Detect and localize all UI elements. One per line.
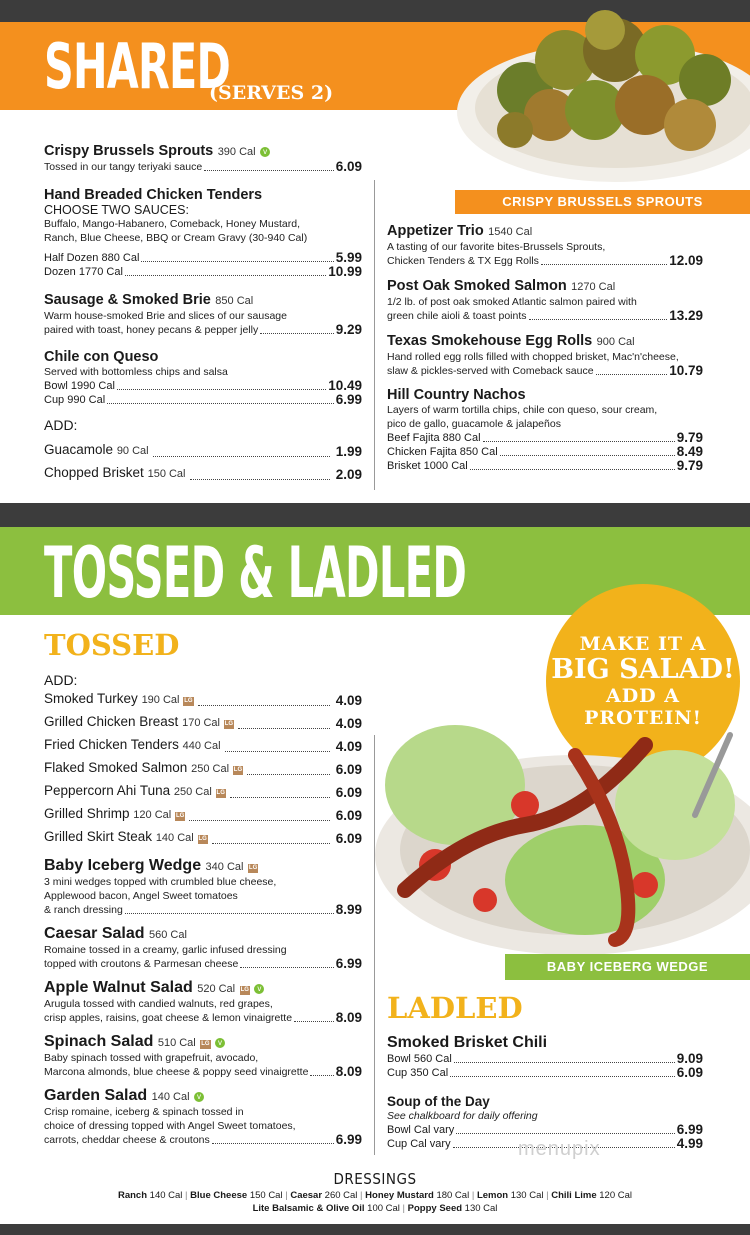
dressing-name: Poppy Seed <box>407 1203 463 1214</box>
protein-label: Flaked Smoked Salmon 250 Cal LG <box>44 760 243 775</box>
menu-item-chicken-tenders: Hand Breaded Chicken Tenders CHOOSE TWO SAUCES: Buffalo, Mango-Habanero, Comeback, Honey Mustard, Ranch, Blue Cheese, BBQ or Cream Gravy (30-940 Cal) Half Dozen 880 Cal 5.99 Dozen 1770 Cal 10.99 <box>44 187 362 279</box>
calorie-label: 120 Cal <box>133 809 172 821</box>
shared-divider <box>374 180 375 490</box>
leader-dots <box>225 751 330 752</box>
brussels-photo-label: CRISPY BRUSSELS SPROUTS <box>455 190 750 214</box>
leader-dots <box>310 1075 333 1076</box>
protein-label: Grilled Shrimp 120 Cal LG <box>44 806 185 821</box>
soup-bowl: Bowl Cal vary 6.99 <box>387 1122 703 1137</box>
price-row <box>44 1065 362 1079</box>
price: 4.09 <box>335 739 362 754</box>
separator: | <box>357 1190 366 1201</box>
price: 6.99 <box>335 1132 362 1147</box>
calorie-label: 140 Cal <box>155 832 194 844</box>
lg-badge-icon: LG <box>248 865 258 871</box>
salad-name: Garden Salad <box>44 1087 148 1104</box>
dressing-name: Chili Lime <box>551 1190 597 1201</box>
menu-item-nachos: Hill Country Nachos Layers of warm tortilla chips, chile con queso, sour cream, pico de gallo, guacamole & jalapeños Beef Fajita 880 Cal 9.79 Chicken Fajita 850 Cal 8.49 Brisket 1000 Cal 9.79 <box>387 387 703 473</box>
lg-badge-icon: LG <box>216 790 225 796</box>
salad-name: Caesar Salad <box>44 925 145 942</box>
add-guacamole: Guacamole 90 Cal 1.99 <box>44 442 362 459</box>
tossed-column <box>44 672 362 1147</box>
leader-dots <box>230 797 330 798</box>
salad-name: Spinach Salad <box>44 1033 154 1050</box>
leader-dots <box>189 820 329 821</box>
dressing-cal: 120 Cal <box>599 1190 633 1201</box>
salad-description: Romaine tossed in a creamy, garlic infused dressing <box>44 944 287 956</box>
dressings-title: DRESSINGS <box>333 1170 417 1188</box>
salad-description: 3 mini wedges topped with crumbled blue cheese, <box>44 876 277 888</box>
veg-icon: v <box>194 1092 204 1102</box>
dressing-cal: 140 Cal <box>149 1190 183 1201</box>
section-divider-bar <box>0 503 750 527</box>
price: 4.09 <box>335 693 362 708</box>
shared-left-column <box>44 142 362 485</box>
salad-description: crisp apples, raisins, goat cheese & lemon vinaigrette <box>44 1012 293 1024</box>
menu-item-brussels: Crispy Brussels Sprouts 390 Cal v Tossed in our tangy teriyaki sauce 6.09 <box>44 143 362 174</box>
calorie-label: 250 Cal <box>191 763 230 775</box>
dressing-cal: 130 Cal <box>510 1190 544 1201</box>
lg-badge-icon: LG <box>198 836 207 842</box>
shared-right-column <box>387 222 703 473</box>
price-row <box>44 903 362 917</box>
dressings-line-2 <box>0 1203 750 1214</box>
price: 6.09 <box>335 785 362 800</box>
chili-bowl: Bowl 560 Cal 9.09 <box>387 1051 703 1066</box>
bottom-bar <box>0 1224 750 1235</box>
leader-dots <box>212 843 330 844</box>
brussels-sprouts-photo <box>455 0 750 190</box>
lg-badge-icon: LG <box>240 987 249 993</box>
iceberg-wedge-photo <box>375 715 750 955</box>
salad-heading <box>44 1033 362 1051</box>
salad-description: topped with croutons & Parmesan cheese <box>44 958 239 970</box>
salad-name: Apple Walnut Salad <box>44 979 193 996</box>
price: 8.99 <box>335 902 362 917</box>
leader-dots <box>212 1143 334 1144</box>
tossed-title: TOSSED <box>44 628 180 662</box>
calorie-label: 510 Cal <box>157 1037 196 1049</box>
leader-dots <box>240 967 333 968</box>
protein-label: Grilled Skirt Steak 140 Cal LG <box>44 829 207 844</box>
sprout-cluster <box>497 10 731 151</box>
separator: | <box>543 1190 552 1201</box>
soup-name: Soup of the Day <box>387 1094 490 1109</box>
protein-label: Peppercorn Ahi Tuna 250 Cal LG <box>44 783 225 798</box>
salad-description: & ranch dressing <box>44 904 123 916</box>
dressing-name: Lite Balsamic & Olive Oil <box>252 1203 365 1214</box>
calorie-label: 440 Cal <box>182 740 221 752</box>
separator: | <box>469 1190 477 1201</box>
menu-item-chile-queso: Chile con Queso Served with bottomless chips and salsa Bowl 1990 Cal 10.49 Cup 990 Cal 6.99 <box>44 349 362 407</box>
dressing-name: Caesar <box>290 1190 323 1201</box>
calorie-label: 170 Cal <box>182 717 220 729</box>
salad-item <box>44 1087 362 1147</box>
wedge-photo-label: BABY ICEBERG WEDGE <box>505 954 750 980</box>
salad-description: Applewood bacon, Angel Sweet tomatoes <box>44 890 238 902</box>
calorie-label: 560 Cal <box>148 929 187 941</box>
calorie-label: 140 Cal <box>151 1091 190 1103</box>
leader-dots <box>247 774 330 775</box>
calorie-label: 340 Cal <box>205 861 244 873</box>
salad-description: Crisp romaine, iceberg & spinach tossed in <box>44 1106 244 1118</box>
calorie-label: 520 Cal <box>197 983 236 995</box>
salad-item <box>44 857 362 917</box>
dressing-name: Blue Cheese <box>190 1190 248 1201</box>
salad-heading <box>44 1087 362 1105</box>
dressings-line-1 <box>0 1190 750 1201</box>
protein-add-row <box>44 826 362 849</box>
lg-badge-icon: LG <box>224 721 234 727</box>
protein-add-row <box>44 780 362 803</box>
ladled-column <box>387 1034 703 1151</box>
dressing-cal: 150 Cal <box>249 1190 283 1201</box>
menu-item-egg-rolls: Texas Smokehouse Egg Rolls 900 Cal Hand rolled egg rolls filled with chopped brisket, Mac'n'cheese, slaw & pickles-served with Comeback sauce 10.79 <box>387 333 703 378</box>
menu-item-appetizer-trio: Appetizer Trio 1540 Cal A tasting of our favorite bites-Brussels Sprouts, Chicken Tenders & TX Egg Rolls 12.09 <box>387 223 703 268</box>
dressing-cal: 100 Cal <box>367 1203 400 1214</box>
salad-description: Marcona almonds, blue cheese & poppy seed vinaigrette <box>44 1066 309 1078</box>
dressing-name: Ranch <box>117 1190 148 1201</box>
salad-description: Baby spinach tossed with grapefruit, avocado, <box>44 1052 259 1064</box>
shared-subtitle: (SERVES 2) <box>209 82 334 104</box>
protein-label: Grilled Chicken Breast 170 Cal LG <box>44 714 234 729</box>
price: 8.09 <box>335 1010 362 1025</box>
protein-add-row <box>44 803 362 826</box>
separator: | <box>282 1190 291 1201</box>
lg-badge-icon: LG <box>233 767 243 773</box>
menu-item-sausage-brie: Sausage & Smoked Brie 850 Cal Warm house-smoked Brie and slices of our sausage paired with toast, honey pecans & pepper jelly 9.29 <box>44 292 362 337</box>
dressing-cal: 180 Cal <box>436 1190 470 1201</box>
menupix-watermark: menupix <box>518 1138 601 1160</box>
chili-name: Smoked Brisket Chili <box>387 1034 548 1051</box>
salad-heading <box>44 925 362 943</box>
price: 8.09 <box>335 1064 362 1079</box>
protein-label: Smoked Turkey 190 Cal LG <box>44 691 193 706</box>
price: 6.09 <box>335 762 362 777</box>
salad-name: Baby Iceberg Wedge <box>44 857 202 874</box>
shared-add-label: ADD: <box>44 417 78 433</box>
tossed-add-label: ADD: <box>44 672 78 688</box>
protein-add-row <box>44 734 362 757</box>
lg-badge-icon: LG <box>201 1041 210 1047</box>
leader-dots <box>294 1021 334 1022</box>
protein-add-row <box>44 757 362 780</box>
price: 6.09 <box>335 808 362 823</box>
tossed-divider <box>374 735 375 1155</box>
salad-item <box>44 979 362 1025</box>
menu-item-smoked-salmon: Post Oak Smoked Salmon 1270 Cal 1/2 lb. of post oak smoked Atlantic salmon paired with green chile aioli & toast points 13.29 <box>387 278 703 323</box>
veg-icon: v <box>260 147 270 157</box>
protein-add-row <box>44 711 362 734</box>
protein-label: Fried Chicken Tenders 440 Cal <box>44 737 221 752</box>
dressing-name: Honey Mustard <box>365 1190 434 1201</box>
veg-icon: v <box>254 984 264 994</box>
dressing-cal: 260 Cal <box>324 1190 358 1201</box>
chili-cup: Cup 350 Cal 6.09 <box>387 1065 703 1080</box>
price-row <box>44 957 362 971</box>
leader-dots <box>238 728 330 729</box>
dressing-cal: 130 Cal <box>464 1203 498 1214</box>
lg-badge-icon: LG <box>175 813 185 819</box>
price-row <box>44 1133 362 1147</box>
salad-description: carrots, cheddar cheese & croutons <box>44 1134 210 1146</box>
protein-add-list <box>44 688 362 849</box>
leader-dots <box>125 913 334 914</box>
add-chopped-brisket: Chopped Brisket 150 Cal 2.09 <box>44 465 362 482</box>
leader-dots <box>198 705 330 706</box>
shared-title: SHARED <box>44 30 231 103</box>
salad-description: Arugula tossed with candied walnuts, red grapes, <box>44 998 273 1010</box>
veg-icon: v <box>215 1038 225 1048</box>
promo-text: MAKE IT A BIG SALAD! ADD A PROTEIN! <box>551 633 735 729</box>
soup-note: See chalkboard for daily offering <box>387 1110 538 1122</box>
calorie-label: 250 Cal <box>173 786 212 798</box>
protein-add-row <box>44 688 362 711</box>
salad-item <box>44 925 362 971</box>
separator: | <box>182 1190 191 1201</box>
lg-badge-icon: LG <box>184 698 193 704</box>
dressing-name: Lemon <box>476 1190 509 1201</box>
salad-heading <box>44 979 362 997</box>
salad-heading <box>44 857 362 875</box>
ladled-title: LADLED <box>387 991 523 1025</box>
price: 6.99 <box>335 956 362 971</box>
soup-cup: Cup Cal vary 4.99 <box>387 1136 703 1151</box>
separator: | <box>399 1203 408 1214</box>
price: 6.09 <box>335 831 362 846</box>
calorie-label: 190 Cal <box>141 694 180 706</box>
salad-list <box>44 857 362 1147</box>
price: 4.09 <box>335 716 362 731</box>
salad-description: choice of dressing topped with Angel Sweet tomatoes, <box>44 1120 296 1132</box>
tossed-ladled-title: TOSSED & LADLED <box>44 532 467 614</box>
salad-item <box>44 1033 362 1079</box>
price-row <box>44 1011 362 1025</box>
